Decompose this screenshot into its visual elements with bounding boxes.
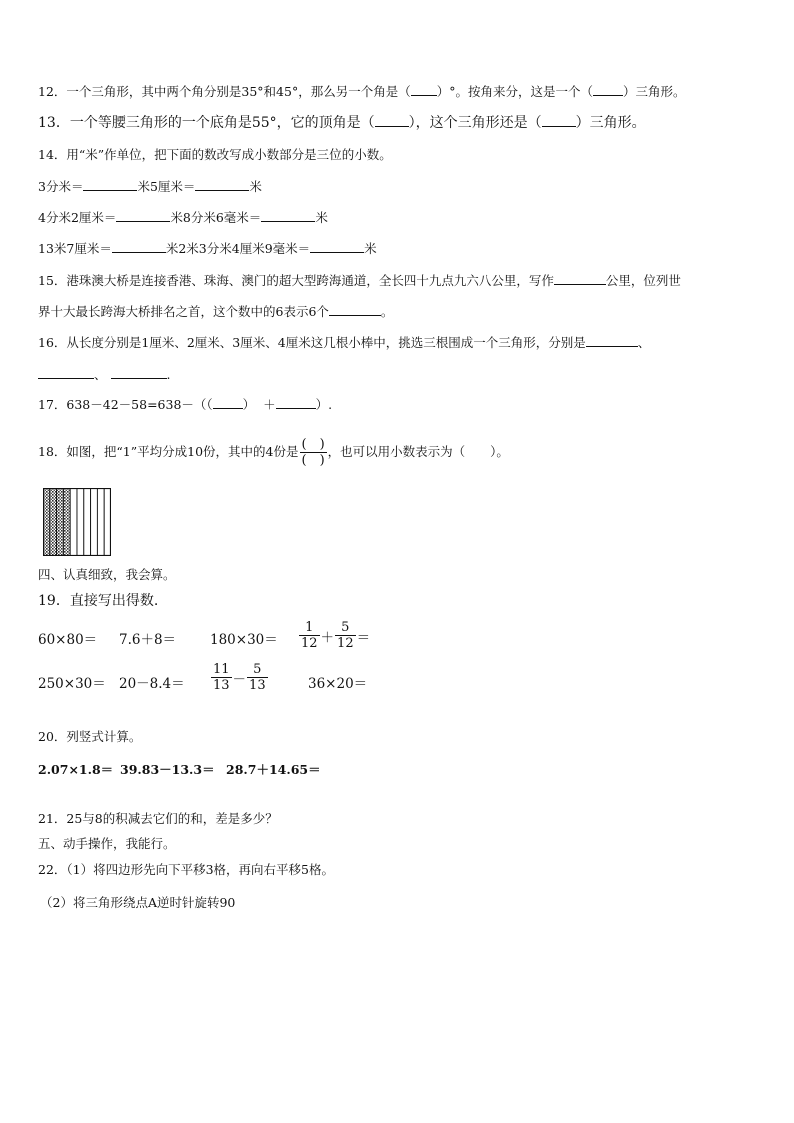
q19-item-2: 7.6＋8＝: [119, 632, 177, 648]
q16-text-4: .: [166, 367, 171, 382]
q15-answer-blank-2[interactable]: [329, 303, 381, 316]
q14-row1-blank-1[interactable]: [83, 178, 137, 191]
q17-answer-blank-1[interactable]: [213, 397, 243, 409]
q19-item-4: [298, 620, 370, 651]
q15-text-2: 公里，位列世: [605, 273, 681, 288]
ten-strip-figure: [43, 488, 111, 556]
empty-strip: [97, 488, 104, 556]
q19-item-7: [210, 662, 269, 693]
q14-row3-blank-1[interactable]: [112, 240, 166, 253]
section-5-heading: 五、动手操作，我能行。: [38, 836, 176, 851]
q18-text-2: ，也可以用小数表示为（ ）。: [327, 444, 509, 459]
q13-text-3: ）三角形。: [575, 115, 646, 131]
q12-text-2: ）°。按角来分，这是一个（: [436, 84, 593, 99]
q13-text-1: 13．一个等腰三角形的一个底角是55°，它的顶角是（: [38, 115, 375, 131]
empty-strip: [77, 488, 84, 556]
q14-row1-text-3: 米: [249, 179, 262, 194]
q18-text-1: 18．如图，把“1”平均分成10份，其中的4份是: [38, 444, 299, 459]
q16-text-2: 、: [637, 335, 651, 350]
q14-row1-text-1: 3分米＝: [38, 179, 84, 194]
question-14-row-1: [38, 178, 262, 195]
q20-item-1: 2.07×1.8＝: [38, 762, 114, 777]
q14-row2-text-2: 米8分米6毫米＝: [170, 210, 262, 225]
q14-row3-text-2: 米2米3分米4厘米9毫米＝: [165, 241, 311, 256]
question-12: [38, 84, 686, 100]
empty-strip: [91, 488, 98, 556]
q20-item-3: 28.7＋14.65＝: [226, 762, 321, 777]
q17-text-1: 17．638－42－58=638－（（: [38, 397, 213, 412]
question-15-line-1: [38, 272, 681, 289]
q14-row3-blank-2[interactable]: [310, 240, 364, 253]
q15-text-4: 。: [380, 304, 394, 319]
question-16-line-2: [38, 366, 170, 383]
question-22-part-2: （2）将三角形绕点A逆时针旋转90: [40, 895, 236, 910]
empty-strip: [70, 488, 77, 556]
q13-answer-blank-2[interactable]: [542, 115, 576, 127]
q16-text-3: 、: [94, 367, 107, 382]
q19-fraction-2: [335, 620, 356, 651]
q14-row1-text-2: 米5厘米＝: [137, 179, 196, 194]
question-20-title: 20．列竖式计算。: [38, 729, 142, 744]
q17-text-4: ）.: [315, 397, 333, 412]
q15-text-3: 界十大最长跨海大桥排名之首，这个数中的6表示6个: [38, 304, 329, 319]
q14-row2-blank-1[interactable]: [116, 209, 170, 222]
q19-item-3: 180×30＝: [210, 632, 278, 648]
question-22-part-1: 22．（1）将四边形先向下平移3格，再向右平移5格。: [38, 862, 335, 877]
question-17: [38, 396, 332, 413]
question-14-intro: 14．用“米”作单位，把下面的数改写成小数部分是三位的小数。: [38, 147, 392, 162]
q14-row3-text-1: 13米7厘米＝: [38, 241, 112, 256]
q15-answer-blank-1[interactable]: [554, 272, 606, 285]
q20-item-2: 39.83－13.3＝: [120, 762, 215, 777]
q17-text-3: ＋: [263, 397, 276, 412]
question-14-row-2: [38, 209, 328, 226]
q18-fraction-numerator: ( ): [301, 436, 325, 452]
shaded-strip: [57, 488, 64, 556]
q14-row2-blank-2[interactable]: [261, 209, 315, 222]
q17-answer-blank-2[interactable]: [276, 396, 316, 409]
q19-item-1: 60×80＝: [38, 632, 98, 648]
q12-text-1: 12．一个三角形，其中两个角分别是35°和45°，那么另一个角是（: [38, 84, 411, 99]
question-14-row-3: [38, 240, 377, 257]
q17-text-2: ）: [242, 397, 256, 412]
q12-answer-blank-1[interactable]: [411, 84, 437, 96]
q19-item-5: 250×30＝: [38, 676, 106, 692]
question-21: 21．25与8的积减去它们的和，差是多少？: [38, 811, 278, 826]
q19-fraction-4: [247, 662, 268, 693]
q13-text-2: ），这个三角形还是（: [408, 115, 542, 131]
q19-fraction-1: [299, 620, 320, 651]
q16-answer-blank-3[interactable]: [111, 366, 167, 379]
q15-text-1: 15．港珠澳大桥是连接香港、珠海、澳门的超大型跨海通道，全长四十九点九六八公里，写作: [38, 273, 554, 288]
question-19-title: 19．直接写出得数.: [38, 593, 159, 609]
q14-row2-text-3: 米: [315, 210, 328, 225]
q14-row2-text-1: 4分米2厘米＝: [38, 210, 117, 225]
fraction-denominator: 12: [301, 636, 318, 651]
q18-fraction-denominator: ( ): [301, 452, 325, 468]
section-4-heading: 四、认真细致，我会算。: [38, 567, 176, 582]
fraction-denominator: 13: [249, 678, 266, 693]
q19-item-6: 20－8.4＝: [119, 676, 185, 692]
operator-plus: ＋: [320, 629, 335, 646]
q14-row3-text-3: 米: [364, 241, 377, 256]
empty-strip: [84, 488, 91, 556]
fraction-denominator: 12: [337, 636, 354, 651]
operator-minus: －: [232, 671, 247, 688]
fraction-numerator: 5: [341, 620, 350, 635]
question-15-line-2: [38, 303, 393, 320]
fraction-numerator: 11: [213, 662, 230, 677]
q19-item-8: 36×20＝: [308, 676, 368, 692]
q16-text-1: 16．从长度分别是1厘米、2厘米、3厘米、4厘米这几根小棒中，挑选三根围成一个三角形，分别是: [38, 335, 586, 350]
q16-answer-blank-1[interactable]: [586, 334, 638, 347]
question-13: [38, 115, 646, 131]
fraction-numerator: 5: [253, 662, 262, 677]
q16-answer-blank-2[interactable]: [38, 366, 94, 379]
question-16-line-1: [38, 334, 650, 351]
q12-answer-blank-2[interactable]: [593, 84, 623, 96]
q18-fraction-blank[interactable]: [300, 437, 327, 468]
fraction-numerator: 1: [305, 620, 314, 635]
shaded-strip: [50, 488, 57, 556]
fraction-denominator: 13: [213, 678, 230, 693]
q14-row1-blank-2[interactable]: [195, 178, 249, 191]
equals-sign: ＝: [356, 629, 371, 646]
shaded-strip: [63, 488, 70, 556]
question-18: [38, 432, 509, 472]
q13-answer-blank-1[interactable]: [375, 115, 409, 127]
q19-fraction-3: [211, 662, 232, 693]
q12-text-3: ）三角形。: [622, 84, 686, 99]
